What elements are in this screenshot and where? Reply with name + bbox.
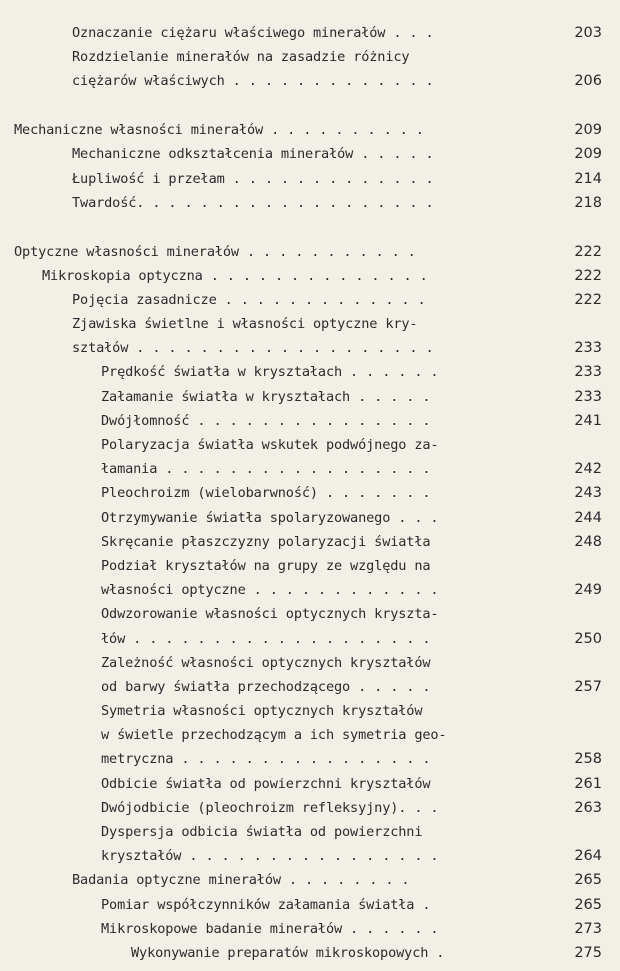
toc-entry xyxy=(0,409,620,433)
toc-entry xyxy=(0,820,620,844)
toc-entry xyxy=(0,240,620,264)
toc-entry xyxy=(0,457,620,481)
toc-entry-title: Pojęcia zasadnicze . . . . . . . . . . . . . xyxy=(72,291,426,308)
toc-entry xyxy=(0,796,620,820)
toc-entry xyxy=(0,627,620,651)
toc-entry-title: Otrzymywanie światła spolaryzowanego . . . xyxy=(101,509,439,526)
toc-entry-title: Rozdzielanie minerałów na zasadzie różnicy xyxy=(72,49,410,66)
toc-entry-title: Symetria własności optycznych kryształów xyxy=(101,703,423,720)
toc-entry xyxy=(0,191,620,215)
toc-entry xyxy=(0,530,620,554)
toc-entry xyxy=(0,941,620,965)
toc-entry xyxy=(0,288,620,312)
toc-entry xyxy=(0,506,620,530)
toc-entry-title: Odwzorowanie własności optycznych kryszta- xyxy=(101,606,439,623)
toc-entry-page: 275 xyxy=(574,944,602,961)
toc-entry xyxy=(0,481,620,505)
toc-entry xyxy=(0,917,620,941)
toc-entry xyxy=(0,142,620,166)
table-of-contents xyxy=(0,21,620,965)
toc-entry-page: 263 xyxy=(574,799,602,816)
toc-entry xyxy=(0,699,620,723)
toc-entry-page: 264 xyxy=(574,848,602,865)
toc-entry xyxy=(0,868,620,892)
toc-entry-page: 233 xyxy=(574,364,602,381)
toc-entry-title: ciężarów właściwych . . . . . . . . . . . . . xyxy=(72,73,434,90)
toc-entry-title: Pomiar współczynników załamania światła . xyxy=(101,896,431,913)
toc-entry-page: 209 xyxy=(574,122,602,139)
toc-entry-page: 233 xyxy=(574,388,602,405)
toc-entry xyxy=(0,772,620,796)
toc-entry-page: 250 xyxy=(574,630,602,647)
toc-entry-title: Łupliwość i przełam . . . . . . . . . . . . . xyxy=(72,170,434,187)
toc-entry xyxy=(0,118,620,142)
toc-entry xyxy=(0,554,620,578)
toc-entry-page: 261 xyxy=(574,775,602,792)
toc-entry xyxy=(0,69,620,93)
toc-entry xyxy=(0,675,620,699)
toc-entry-page: 222 xyxy=(574,243,602,260)
toc-entry-page: 218 xyxy=(574,194,602,211)
toc-entry-title: łów . . . . . . . . . . . . . . . . . . . xyxy=(101,630,431,647)
toc-entry-title: Optyczne własności minerałów . . . . . . . . . . . xyxy=(14,243,416,260)
toc-entry-page: 244 xyxy=(574,509,602,526)
toc-entry-page: 242 xyxy=(574,461,602,478)
toc-entry xyxy=(0,844,620,868)
toc-entry-page: 257 xyxy=(574,678,602,695)
toc-entry xyxy=(0,45,620,69)
toc-entry xyxy=(0,893,620,917)
toc-entry-title: łamania . . . . . . . . . . . . . . . . . xyxy=(101,461,431,478)
toc-entry-title: od barwy światła przechodzącego . . . . . xyxy=(101,678,431,695)
toc-entry-page: 233 xyxy=(574,340,602,357)
toc-entry-title: Mechaniczne własności minerałów . . . . . . . . . . xyxy=(14,122,424,139)
toc-entry xyxy=(0,264,620,288)
toc-entry xyxy=(0,385,620,409)
toc-entry-page: 248 xyxy=(574,533,602,550)
toc-entry-title: Zjawiska świetlne i własności optyczne kry- xyxy=(72,316,418,333)
toc-entry-title: Mikroskopia optyczna . . . . . . . . . . . . . . xyxy=(42,267,428,284)
toc-entry-title: Twardość. . . . . . . . . . . . . . . . . . . xyxy=(72,194,434,211)
toc-entry-title: Pleochroizm (wielobarwność) . . . . . . . xyxy=(101,485,431,502)
toc-entry-title: Odbicie światła od powierzchni kryształów xyxy=(101,775,431,792)
toc-entry-title: kryształów . . . . . . . . . . . . . . . . xyxy=(101,848,439,865)
toc-entry-title: Mikroskopowe badanie minerałów . . . . . . xyxy=(101,920,439,937)
toc-entry xyxy=(0,336,620,360)
toc-entry xyxy=(0,21,620,45)
toc-entry-title: własności optyczne . . . . . . . . . . . . xyxy=(101,582,439,599)
toc-entry xyxy=(0,167,620,191)
toc-entry-title: Mechaniczne odkształcenia minerałów . . . . . xyxy=(72,146,434,163)
toc-entry-page: 206 xyxy=(574,73,602,90)
toc-entry-page: 249 xyxy=(574,582,602,599)
toc-entry-title: Dwójodbicie (pleochroizm refleksyjny). . . xyxy=(101,799,439,816)
toc-entry-page: 222 xyxy=(574,291,602,308)
toc-entry xyxy=(0,602,620,626)
toc-entry xyxy=(0,312,620,336)
toc-entry-title: Polaryzacja światła wskutek podwójnego za- xyxy=(101,437,439,453)
toc-entry-title: Zależność własności optycznych kryształów xyxy=(101,654,431,671)
toc-entry-page: 214 xyxy=(574,170,602,187)
toc-entry-title: Skręcanie płaszczyzny polaryzacji światła xyxy=(101,533,431,550)
toc-entry xyxy=(0,578,620,602)
toc-entry-title: Badania optyczne minerałów . . . . . . . . xyxy=(72,872,410,889)
toc-entry xyxy=(0,747,620,771)
toc-entry-page: 265 xyxy=(574,896,602,913)
toc-entry xyxy=(0,360,620,384)
toc-entry-page: 222 xyxy=(574,267,602,284)
toc-entry-title: Podział kryształów na grupy ze względu na xyxy=(101,557,431,574)
toc-entry-page: 265 xyxy=(574,872,602,889)
toc-entry-title: Prędkość światła w kryształach . . . . . . xyxy=(101,364,439,381)
toc-entry-title: Załamanie światła w kryształach . . . . . xyxy=(101,388,431,405)
toc-entry-page: 273 xyxy=(574,920,602,937)
toc-entry xyxy=(0,651,620,675)
toc-entry-page: 258 xyxy=(574,751,602,768)
toc-entry-title: w świetle przechodzącym a ich symetria geo- xyxy=(101,727,447,744)
toc-entry-title: ształów . . . . . . . . . . . . . . . . . . . xyxy=(72,340,434,357)
toc-entry-title: Wykonywanie preparatów mikroskopowych . xyxy=(131,944,445,961)
toc-entry-page: 209 xyxy=(574,146,602,163)
toc-entry xyxy=(0,433,620,457)
toc-entry xyxy=(0,723,620,747)
toc-entry-title: metryczna . . . . . . . . . . . . . . . . xyxy=(101,751,431,768)
toc-entry-page: 203 xyxy=(574,25,602,41)
toc-entry-title: Oznaczanie ciężaru właściwego minerałów . . . xyxy=(72,25,434,41)
toc-entry-title: Dwójłomność . . . . . . . . . . . . . . . xyxy=(101,412,431,429)
toc-entry-title: Dyspersja odbicia światła od powierzchni xyxy=(101,824,423,840)
toc-entry-page: 243 xyxy=(574,485,602,502)
toc-entry-page: 241 xyxy=(574,412,602,429)
